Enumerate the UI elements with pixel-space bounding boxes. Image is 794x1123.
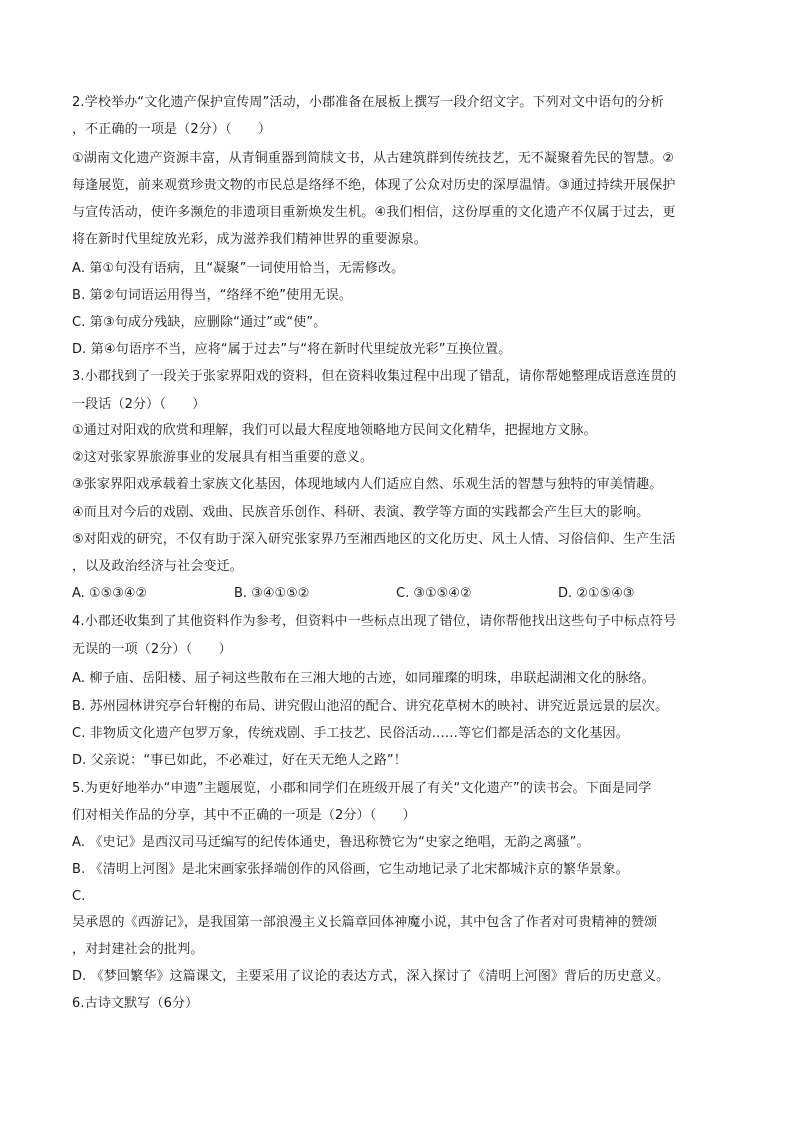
q3-sentence-1: ①通过对阳戏的欣赏和理解，我们可以最大程度地领略地方民间文化精华，把握地方文脉。: [72, 423, 597, 438]
q3-sentence-5-line-1: ⑤对阳戏的研究，不仅有助于深入研究张家界乃至湘西地区的文化历史、风土人情、习俗信仰、生产生活: [72, 532, 676, 547]
q6-stem: 6.古诗文默写（6分）: [72, 996, 199, 1011]
q3-options-row: [72, 585, 722, 603]
q4-option-c: C. 非物质文化遗产包罗万象，传统戏剧、手工技艺、民俗活动……等它们都是活态的文化基因。: [72, 726, 629, 741]
q2-passage-line-1: ①湖南文化遗产资源丰富，从青铜重器到简牍文书，从古建筑群到传统技艺，无不凝聚着先民的智慧。②: [72, 151, 675, 166]
q4-option-a: A. 柳子庙、岳阳楼、屈子祠这些散布在三湘大地的古迹，如同璀璨的明珠，串联起湖湘文化的脉络。: [72, 671, 655, 686]
q2-passage-line-2: 每逢展览，前来观赏珍贵文物的市民总是络绎不绝，体现了公众对历史的深厚温情。③通过持续开展保护: [72, 178, 676, 193]
q4-option-b: B. 苏州园林讲究亭台轩榭的布局、讲究假山池沼的配合、讲究花草树木的映衬、讲究近景远景的层次。: [72, 699, 669, 714]
q5-stem-line-1: 5.为更好地举办“申遗”主题展览，小郡和同学们在班级开展了有关“文化遗产”的读书会。下面是同学: [72, 781, 652, 796]
q4-stem-line-2: 无误的一项（2分）（ ）: [72, 642, 232, 657]
q2-passage-line-3: 与宣传活动，使许多濒危的非遗项目重新焕发生机。④我们相信，这份厚重的文化遗产不仅属于过去，更: [72, 205, 676, 220]
q4-stem-line-1: 4.小郡还收集到了其他资料作为参考，但资料中一些标点出现了错位，请你帮他找出这些句子中标点符号: [72, 614, 677, 629]
q3-option-a: A. ①⑤③④②: [72, 586, 148, 601]
q2-option-a: A. 第①句没有语病，且“凝聚”一词使用恰当，无需修改。: [72, 261, 405, 276]
q2-stem-line-1: 2.学校举办“文化遗产保护宣传周”活动，小郡准备在展板上撰写一段介绍文字。下列对文中语句的分析: [72, 95, 664, 110]
q3-sentence-2: ②这对张家界旅游事业的发展具有相当重要的意义。: [72, 450, 374, 465]
q2-stem-line-2: ，不正确的一项是（2分）（ ）: [72, 122, 272, 137]
q3-option-b: B. ③④①⑤②: [234, 586, 310, 601]
q2-passage-line-4: 将在新时代里绽放光彩，成为滋养我们精神世界的重要源泉。: [72, 232, 428, 247]
q3-sentence-5-line-2: ，以及政治经济与社会变迁。: [72, 559, 243, 574]
q3-sentence-4: ④而且对今后的戏剧、戏曲、民族音乐创作、科研、表演、教学等方面的实践都会产生巨大的影响。: [72, 505, 650, 520]
q5-stem-line-2: 们对相关作品的分享，其中不正确的一项是（2分）（ ）: [72, 808, 416, 823]
q4-option-d: D. 父亲说：“事已如此，不必难过，好在天无绝人之路”！: [72, 753, 407, 768]
q3-stem-line-1: 3.小郡找到了一段关于张家界阳戏的资料，但在资料收集过程中出现了错乱，请你帮她整理成语意连贯的: [72, 369, 677, 384]
q3-option-d: D. ②①⑤④③: [558, 586, 635, 601]
q5-option-c-line-1: 吴承恩的《西游记》，是我国第一部浪漫主义长篇章回体神魔小说，其中包含了作者对可贵精神的赞颂: [72, 915, 658, 930]
q3-stem-line-2: 一段话（2分）（ ）: [72, 397, 206, 412]
q2-option-c: C. 第③句成分残缺，应删除“通过”或“使”。: [72, 315, 327, 330]
q5-option-b: B. 《清明上河图》是北宋画家张择端创作的风俗画，它生动地记录了北宋都城汴京的繁华景象。: [72, 862, 629, 877]
q5-option-a: A. 《史记》是西汉司马迁编写的纪传体通史，鲁迅称赞它为“史家之绝唱，无韵之离骚”。: [72, 835, 590, 850]
q5-option-d: D. 《梦回繁华》这篇课文，主要采用了议论的表达方式，深入探讨了《清明上河图》背后的历史意义。: [72, 969, 670, 984]
q5-option-c-line-2: ，对封建社会的批判。: [72, 942, 204, 957]
q3-option-c: C. ③①⑤④②: [396, 586, 472, 601]
q5-option-c-label: C.: [72, 889, 86, 904]
q3-sentence-3: ③张家界阳戏承载着土家族文化基因，体现地域内人们适应自然、乐观生活的智慧与独特的审美情趣。: [72, 477, 663, 492]
q2-option-b: B. 第②句词语运用得当，“络绎不绝”使用无误。: [72, 288, 352, 303]
q2-option-d: D. 第④句语序不当，应将“属于过去”与“将在新时代里绽放光彩”互换位置。: [72, 342, 512, 357]
